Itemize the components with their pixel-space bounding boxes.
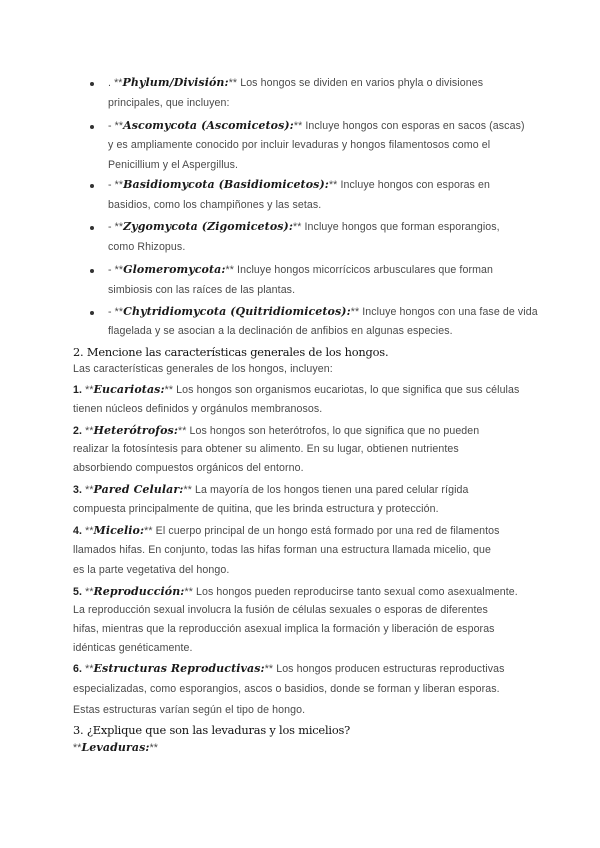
label-suffix: ** [183, 484, 195, 496]
item-number: 4. [73, 525, 83, 537]
label-suffix: ** [328, 179, 341, 191]
item-first-line [73, 585, 518, 598]
label-suffix: ** [149, 742, 159, 754]
item-continuation-line [108, 97, 230, 109]
item-text: Los hongos pueden reproducirse tanto sexual como asexualmente. [195, 586, 518, 598]
item-label: Chytridiomycota (Quitridiomicetos): [123, 305, 351, 318]
item-text: hifas, mientras que la reproducción asexual implica la formación y liberación de esporas [73, 623, 495, 635]
item-continuation-line [73, 683, 500, 695]
label-suffix: ** [293, 120, 306, 132]
label-prefix: - ** [108, 221, 124, 233]
item-text: simbiosis con las raíces de las plantas. [108, 284, 296, 296]
item-label: Basidiomycota (Basidiomicetos): [123, 178, 329, 191]
bullet-icon [90, 311, 94, 315]
item-first-line [108, 263, 493, 276]
item-first-line [108, 305, 538, 318]
item-text: Incluye hongos que forman esporangios, [304, 221, 500, 233]
item-continuation-line [108, 159, 238, 171]
item-text: como Rhizopus. [108, 241, 186, 253]
item-text: Incluye hongos micorrícicos arbusculares que forman [237, 264, 493, 276]
item-text: compuesta principalmente de quitina, que les brinda estructura y protección. [73, 503, 439, 515]
item-continuation-line [108, 284, 295, 296]
item-label: Heterótrofos: [93, 424, 178, 437]
item-text: La mayoría de los hongos tienen una pared celular rígida [194, 484, 469, 496]
label-prefix: ** [82, 525, 94, 537]
label-prefix: - ** [108, 264, 124, 276]
item-continuation-line [108, 241, 185, 253]
bullet-icon [90, 125, 94, 129]
item-text: La reproducción sexual involucra la fusión de células sexuales o esporas de diferentes [73, 604, 488, 616]
bullet-icon [90, 184, 94, 188]
item-first-line [73, 483, 469, 496]
question-2-intro: Las características generales de los hongos, incluyen: [73, 363, 333, 375]
bullet-icon [90, 226, 94, 230]
question-3-heading: 3. ¿Explique que son las levaduras y los micelios? [73, 723, 351, 737]
item-label: Estructuras Reproductivas: [93, 662, 265, 675]
label-prefix: - ** [108, 179, 124, 191]
label-prefix: ** [73, 742, 82, 754]
label-prefix: ** [82, 484, 94, 496]
item-number: 5. [73, 586, 83, 598]
item-text: basidios, como los champiñones y las setas. [108, 199, 322, 211]
item-text: Los hongos son heterótrofos, lo que significa que no pueden [189, 425, 480, 437]
item-text: absorbiendo compuestos orgánicos del entorno. [73, 462, 304, 474]
levaduras-label: Levaduras: [81, 741, 150, 754]
item-first-line [108, 220, 500, 233]
label-prefix: . ** [108, 77, 123, 89]
item-continuation-line [73, 503, 439, 515]
bullet-icon [90, 82, 94, 86]
item-first-line [108, 178, 490, 191]
item-number: 6. [73, 663, 83, 675]
item-first-line [108, 119, 525, 132]
item-text: especializadas, como esporangios, ascos o basidios, donde se forman y liberan esporas. [73, 683, 500, 695]
item-label: Zygomycota (Zigomicetos): [123, 220, 294, 233]
item-text: Estas estructuras varían según el tipo de hongo. [73, 704, 306, 716]
label-suffix: ** [164, 384, 177, 396]
item-label: Phylum/División: [122, 76, 229, 89]
item-continuation-line [73, 604, 488, 616]
item-continuation-line [108, 325, 453, 337]
label-suffix: ** [178, 425, 190, 437]
item-continuation-line [108, 199, 321, 211]
label-suffix: ** [225, 264, 238, 276]
label-suffix: ** [350, 306, 363, 318]
item-label: Pared Celular: [93, 483, 184, 496]
item-continuation-line [108, 139, 490, 151]
item-label: Ascomycota (Ascomicetos): [123, 119, 294, 132]
label-suffix: ** [184, 586, 196, 598]
item-text: Los hongos se dividen en varios phyla o divisiones [240, 77, 484, 89]
item-text: Los hongos producen estructuras reproductivas [276, 663, 505, 675]
item-text: principales, que incluyen: [108, 97, 230, 109]
item-first-line [73, 383, 519, 396]
label-suffix: ** [228, 77, 241, 89]
label-prefix: - ** [108, 306, 124, 318]
item-first-line [108, 76, 483, 89]
item-text: Incluye hongos con esporas en sacos (ascas) [305, 120, 525, 132]
levaduras-subheading [73, 741, 158, 754]
label-suffix: ** [264, 663, 277, 675]
label-prefix: ** [82, 425, 94, 437]
item-text: idénticas genéticamente. [73, 642, 193, 654]
item-text: Incluye hongos con esporas en [340, 179, 490, 191]
item-label: Reproducción: [93, 585, 185, 598]
item-label: Glomeromycota: [123, 263, 226, 276]
item-text: realizar la fotosíntesis para obtener su alimento. En su lugar, obtienen nutrientes [73, 443, 459, 455]
item-first-line [73, 662, 504, 675]
item-text: llamados hifas. En conjunto, todas las hifas forman una estructura llamada micelio, que [73, 544, 491, 556]
item-text: flagelada y se asocian a la declinación de anfibios en algunas especies. [108, 325, 453, 337]
item-continuation-line [73, 403, 322, 415]
item-number: 1. [73, 384, 83, 396]
item-continuation-line [73, 642, 193, 654]
item-text: es la parte vegetativa del hongo. [73, 564, 230, 576]
item-text: Los hongos son organismos eucariotas, lo que significa que sus células [176, 384, 520, 396]
item-label: Micelio: [93, 524, 145, 537]
item-first-line [73, 524, 500, 537]
bullet-icon [90, 269, 94, 273]
question-2-heading: 2. Mencione las características generales de los hongos. [73, 345, 389, 359]
item-number: 2. [73, 425, 83, 437]
item-first-line [73, 424, 479, 437]
label-prefix: ** [82, 384, 94, 396]
item-number: 3. [73, 484, 83, 496]
item-continuation-line [73, 462, 304, 474]
item-continuation-line [73, 564, 229, 576]
item-continuation-line [73, 443, 459, 455]
label-suffix: ** [144, 525, 156, 537]
label-prefix: ** [82, 586, 94, 598]
item-continuation-line [73, 544, 491, 556]
item-continuation-line [73, 704, 305, 716]
label-suffix: ** [293, 221, 305, 233]
item-text: y es ampliamente conocido por incluir levaduras y hongos filamentosos como el [108, 139, 491, 151]
item-continuation-line [73, 623, 495, 635]
item-text: Penicillium y el Aspergillus. [108, 159, 239, 171]
item-text: tienen núcleos definidos y orgánulos membranosos. [73, 403, 323, 415]
item-text: El cuerpo principal de un hongo está formado por una red de filamentos [155, 525, 500, 537]
item-label: Eucariotas: [93, 383, 165, 396]
label-prefix: ** [82, 663, 94, 675]
label-prefix: - ** [108, 120, 124, 132]
item-text: Incluye hongos con una fase de vida [362, 306, 538, 318]
